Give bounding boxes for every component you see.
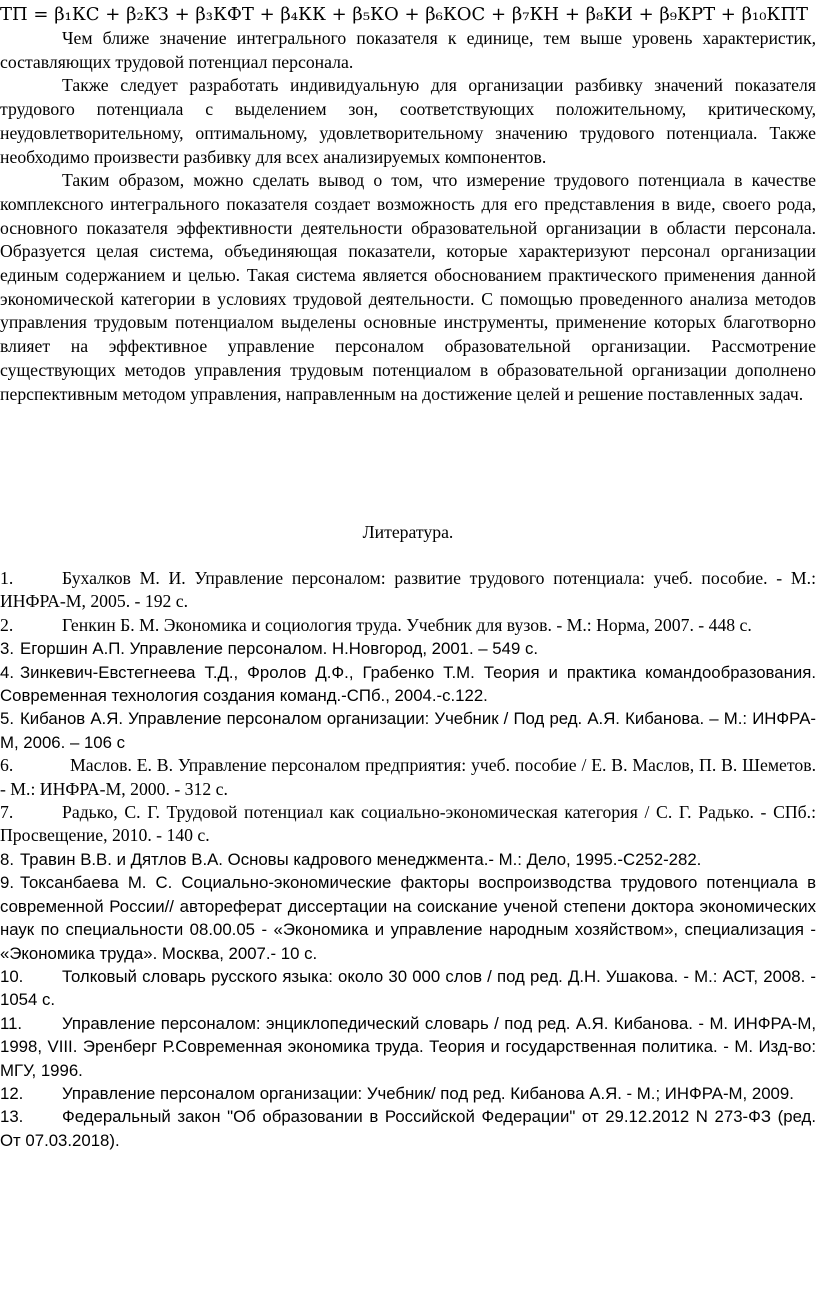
reference-text: Зинкевич-Евстегнеева Т.Д., Фролов Д.Ф., Грабенко Т.М. Теория и практика командообразования. Современная технология создания команд.-СПб., 2004.-с.122. — [0, 662, 816, 706]
reference-number: 12. — [0, 1083, 24, 1103]
reference-text: Бухалков М. И. Управление персоналом: развитие трудового потенциала: учеб. пособие. - М.: ИНФРА-М, 2005. - 192 с. — [0, 568, 816, 612]
reference-number: 4. — [0, 662, 14, 682]
paragraph-2: Также следует разработать индивидуальную для организации разбивку значений показателя трудового потенциала с выделением зон, соответствующих положительному, критическому, неудовлетворительному, оптимальному, удовлетворительному значению трудового потенциала. Также необходимо произвести разбивку для всех анализируемых компонентов. — [0, 75, 816, 167]
reference-number: 3. — [0, 639, 14, 659]
reference-text: Травин В.В. и Дятлов В.А. Основы кадрового менеджмента.- М.: Дело, 1995.-С252-282. — [20, 849, 702, 869]
reference-number: 10. — [0, 966, 24, 986]
paragraph-1: Чем ближе значение интегрального показателя к единице, тем выше уровень характеристик, составляющих трудовой потенциал персонала. — [0, 28, 816, 72]
reference-item — [0, 707, 816, 754]
reference-list — [0, 567, 816, 1152]
reference-text: Управление персоналом организации: Учебник/ под ред. Кибанова А.Я. - М.; ИНФРА-М, 2009. — [62, 1083, 794, 1103]
reference-text: Егоршин А.П. Управление персоналом. Н.Новгород, 2001. – 549 с. — [20, 639, 539, 659]
reference-text: Маслов. Е. В. Управление персоналом предприятия: учеб. пособие / Е. В. Маслов, П. В. Шеметов. - М.: ИНФРА-М, 2000. - 312 с. — [0, 755, 816, 799]
literature-heading: Литература. — [362, 522, 454, 542]
reference-item — [0, 637, 816, 660]
reference-item — [0, 754, 816, 801]
reference-number: 5. — [0, 709, 14, 729]
reference-number: 8. — [0, 849, 14, 869]
labor-potential-formula: ТП = β₁КС + β₂КЗ + β₃КФТ + β₄КК + β₅КО + β₆КОС + β₇КН + β₈КИ + β₉КРТ + β₁₀КПТ — [0, 4, 809, 25]
reference-number: 1. — [0, 568, 14, 588]
reference-item — [0, 848, 816, 871]
body-text — [0, 27, 816, 406]
reference-item — [0, 567, 816, 614]
reference-item — [0, 965, 816, 1012]
reference-text: Кибанов А.Я. Управление персоналом организации: Учебник / Под ред. А.Я. Кибанова. – М.: ИНФРА-М, 2006. – 106 с — [0, 709, 816, 752]
reference-item — [0, 801, 816, 848]
reference-item — [0, 1105, 816, 1152]
reference-text: Токсанбаева М. С. Социально-экономические факторы воспроизводства трудового потенциала в современной России// автореферат диссертации на соискание ученой степени доктора экономических наук по специальности 08.00.05 - «Экономика и управление народным хозяйством», специализация - «Экономика труда». Москва, 2007.- 10 с. — [0, 873, 816, 963]
reference-item — [0, 871, 816, 965]
reference-item — [0, 1082, 816, 1105]
reference-item — [0, 1012, 816, 1082]
reference-number: 7. — [0, 802, 14, 823]
reference-number: 11. — [0, 1013, 23, 1033]
reference-text: Генкин Б. М. Экономика и социология труда. Учебник для вузов. - М.: Норма, 2007. - 448 с. — [62, 614, 752, 635]
reference-text: Федеральный закон "Об образовании в Российской Федерации" от 29.12.2012 N 273-ФЗ (ред. От 07.03.2018). — [0, 1107, 816, 1150]
reference-item — [0, 661, 816, 708]
reference-number: 13. — [0, 1107, 24, 1127]
reference-item — [0, 614, 816, 637]
reference-text: Толковый словарь русского языка: около 30 000 слов / под ред. Д.Н. Ушакова. - М.: АСТ, 2008. - 1054 с. — [0, 966, 816, 1010]
paragraph-3: Таким образом, можно сделать вывод о том, что измерение трудового потенциала в качестве комплексного интегрального показателя создает возможность для его представления в виде, своего рода, основного показателя эффективности деятельности образовательной организации в области персонала. Образуется целая система, объединяющая показатели, которые характеризуют персонал организации единым содержанием и целью. Такая система является обоснованием практического применения данной экономической категории в условиях трудовой деятельности. С помощью проведенного анализа методов управления трудовым потенциалом выделены основные инструменты, применение которых благотворно влияет на эффективное управление персоналом образовательной организации. Рассмотрение существующих методов управления трудовым потенциалом в образовательной организации дополнено перспективным методом управления, направленным на достижение целей и решение поставленных задач. — [0, 170, 816, 404]
reference-number: 6. — [0, 755, 14, 776]
reference-number: 9. — [0, 873, 14, 893]
reference-number: 2. — [0, 614, 14, 635]
reference-text: Управление персоналом: энциклопедический словарь / под ред. А.Я. Кибанова. - М. ИНФРА-М, 1998, VIII. Эренберг Р.Современная экономика труда. Теория и государственная политика. - М. Изд-во: МГУ, 1996. — [0, 1013, 816, 1080]
reference-text: Радько, С. Г. Трудовой потенциал как социально-экономическая категория / С. Г. Радько. - СПб.: Просвещение, 2010. - 140 с. — [0, 802, 816, 846]
